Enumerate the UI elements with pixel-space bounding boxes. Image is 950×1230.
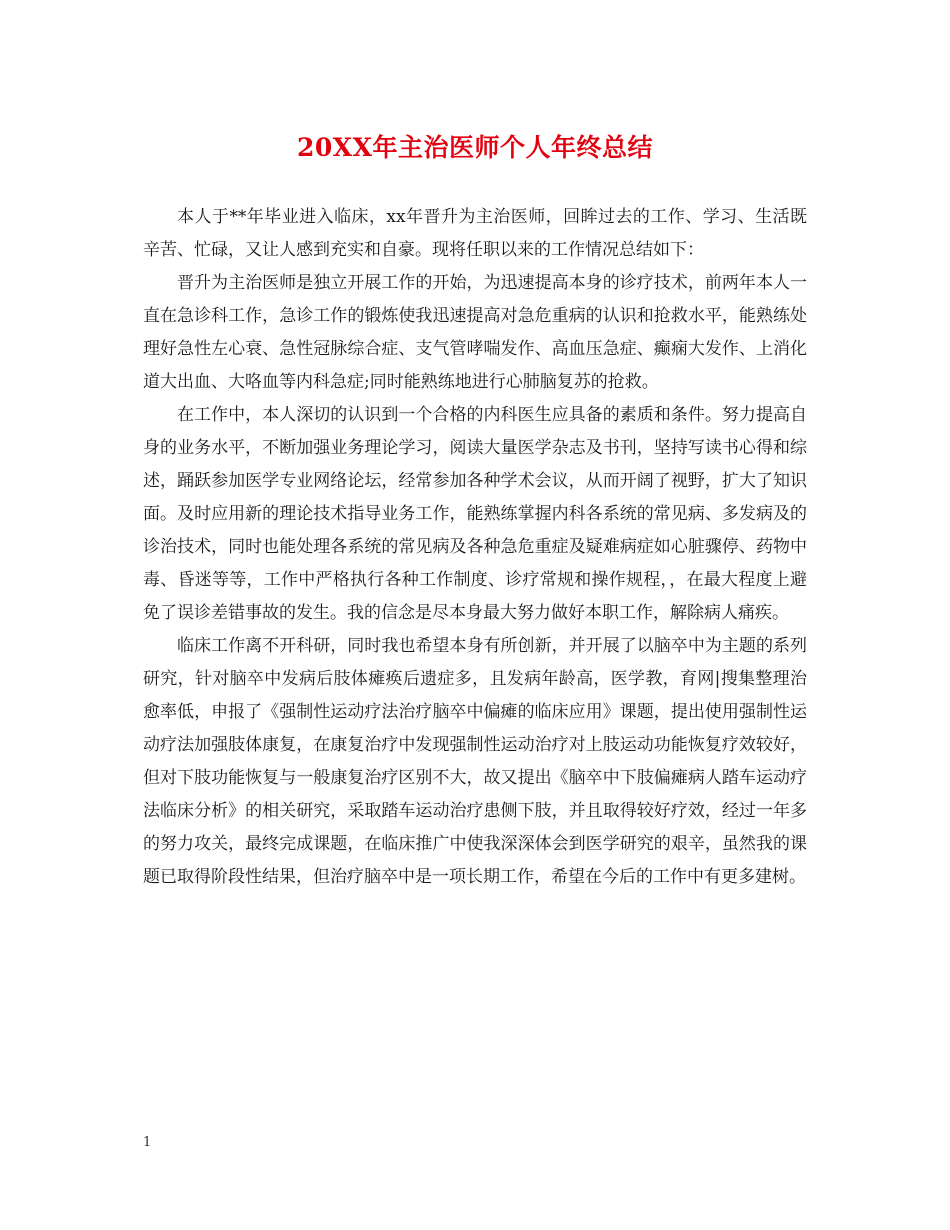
- page-number: 1: [143, 1135, 152, 1150]
- paragraph-professional-growth: 在工作中，本人深切的认识到一个合格的内科医生应具备的素质和条件。努力提高自身的业务水平，不断加强业务理论学习，阅读大量医学杂志及书刊，坚持写读书心得和综述，踊跃参加医学专业网络论坛，经常参加各种学术会议，从而开阔了视野，扩大了知识面。及时应用新的理论技术指导业务工作，能熟练掌握内科各系统的常见病、多发病及的诊治技术，同时也能处理各系统的常见病及各种急危重症及疑难病症如心脏骤停、药物中毒、昏迷等等，工作中严格执行各种工作制度、诊疗常规和操作规程，，在最大程度上避免了误诊差错事故的发生。我的信念是尽本身最大努力做好本职工作，解除病人痛疾。: [143, 405, 807, 623]
- paragraph-intro: 本人于**年毕业进入临床，xx年晋升为主治医师，回眸过去的工作、学习、生活既辛苦、忙碌，又让人感到充实和自豪。现将任职以来的工作情况总结如下：: [143, 207, 807, 260]
- paragraph-research: 临床工作离不开科研，同时我也希望本身有所创新，并开展了以脑卒中为主题的系列研究，针对脑卒中发病后肢体瘫痪后遗症多，且发病年龄高，医学教，育网|搜集整理治愈率低，申报了《强制性运动疗法治疗脑卒中偏瘫的临床应用》课题，提出使用强制性运动疗法加强肢体康复，在康复治疗中发现强制性运动治疗对上肢运动功能恢复疗效较好，但对下肢功能恢复与一般康复治疗区别不大，故又提出《脑卒中下肢偏瘫病人踏车运动疗法临床分析》的相关研究，采取踏车运动治疗患侧下肢，并且取得较好疗效，经过一年多的努力攻关，最终完成课题，在临床推广中使我深深体会到医学研究的艰辛，虽然我的课题已取得阶段性结果，但治疗脑卒中是一项长期工作，希望在今后的工作中有更多建树。: [143, 636, 807, 887]
- document-body: [143, 201, 807, 894]
- document-title: 20XX年主治医师个人年终总结: [296, 133, 654, 162]
- paragraph-emergency-work: 晋升为主治医师是独立开展工作的开始，为迅速提高本身的诊疗技术，前两年本人一直在急诊科工作，急诊工作的锻炼使我迅速提高对急危重病的认识和抢救水平，能熟练处理好急性左心衰、急性冠脉综合症、支气管哮喘发作、高血压急症、癫痫大发作、上消化道大出血、大咯血等内科急症;同时能熟练地进行心肺脑复苏的抢救。: [143, 273, 807, 392]
